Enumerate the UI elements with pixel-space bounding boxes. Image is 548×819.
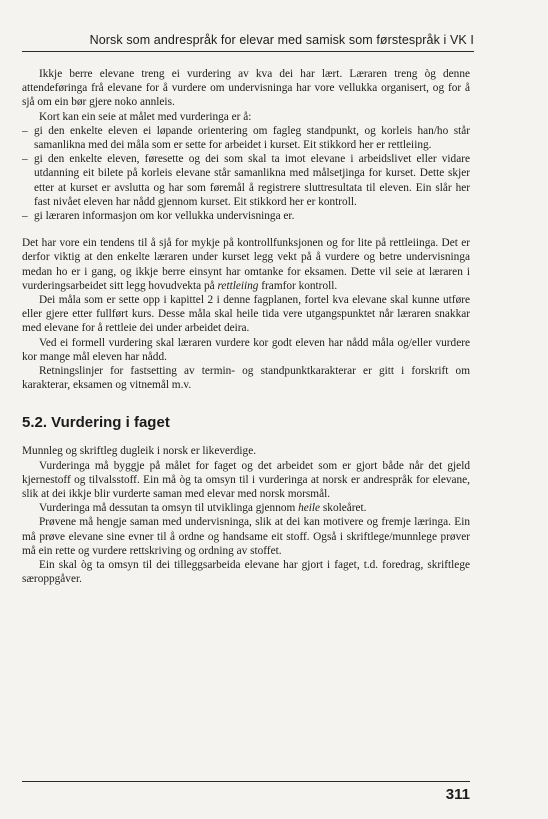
emphasis-rettleiing: rettleiing — [217, 279, 259, 292]
section-paragraph — [22, 501, 470, 515]
goal-list-item: – gi den enkelte eleven, føresette og dei som skal ta imot elevane i arbeidslivet eller vidare utdanning eit bilete på korleis elevane står samanlikna med målsetjinga for kurset. Dette skjer etter at kurset er avslutta og har som føremål å registrere sluttresultata til eleven. Ein slår her fast nivået eleven har nådd gjennom kurset. Eit stikkord her er kontroll. — [22, 152, 470, 209]
guidelines-paragraph: Retningslinjer for fastsetting av termin- og standpunktkarakterar er gitt i forskrift om karakterar, eksamen og vitnemål m.v. — [22, 365, 470, 392]
footer-rule — [22, 781, 470, 782]
section-paragraph: Vurderinga må byggje på målet for faget og det arbeidet som er gjort både når det gjeld kjernestoff og tilvalsstoff. Ein må òg ta omsyn til i vurderinga at norsk er andrespråk for elevane, slik at dei ikkje blir vurderte saman med elevar med norsk morsmål. — [22, 459, 470, 501]
goal-list — [22, 124, 470, 223]
goals-paragraph: Dei måla som er sette opp i kapittel 2 i denne fagplanen, fortel kva elevane skal kunne utføre eller gjere etter fullført kurs. Desse måla skal heile tida vere utgangspunktet når læraren snakkar med elevane for å rettleie dei under arbeidet deira. — [22, 294, 470, 335]
section-paragraph: Munnleg og skriftleg dugleik i norsk er likeverdige. — [22, 445, 257, 458]
section-text-b: skoleåret. — [320, 502, 367, 515]
section-paragraph: Prøvene må hengje saman med undervisninga, slik at dei kan motivere og fremje læringa. Ein må prøve elevane sine evner til å ordne og handsame eit stoff. Også i skriftlege/munnlege prøver må ein rette og vurdere rettskriving og ordning av stoffet. — [22, 516, 470, 557]
page-number: 311 — [445, 786, 470, 803]
section-paragraph: Ein skal òg ta omsyn til dei tilleggsarbeida elevane har gjort i faget, t.d. foredrag, skriftlege særoppgåver. — [22, 559, 470, 586]
goal-list-item: – gi læraren informasjon om kor vellukka undervisninga er. — [22, 209, 470, 223]
tendency-text-a: Det har vore ein tendens til å sjå for mykje på kontrollfunksjonen og for lite på rettleiinga. Det er derfor viktig at den enkelte læraren under kurset legg vekt på å vurdere og betre undervisninga medan ho er i gang, og ikkje berre einsynt har omtanke for eksamen. Dette vil seie at læraren i vurderingsarbeidet sitt legg hovudvekta på — [22, 237, 470, 292]
section-text-a: Vurderinga må dessutan ta omsyn til utviklinga gjennom — [39, 502, 299, 515]
goal-list-item: – gi den enkelte eleven ei løpande orientering om fagleg standpunkt, og korleis han/ho står samanlikna med dei måla som er sette for arbeidet i kurset. Eit stikkord her er rettleiing. — [22, 124, 470, 152]
tendency-text-b: framfor kontroll. — [258, 279, 338, 292]
tendency-paragraph — [22, 236, 470, 293]
formal-assessment-paragraph: Ved ei formell vurdering skal læraren vurdere kor godt eleven har nådd måla og/eller vurdere kor mange mål eleven har nådd. — [22, 336, 470, 363]
intro-paragraph: Ikkje berre elevane treng ei vurdering av kva dei har lært. Læraren treng òg denne attendeføringa frå elevane for å vurdere om undervisninga har vore vellukka organisert, og for å sjå om ein bør gjere noko annleis. — [22, 68, 470, 109]
body-text — [22, 67, 470, 587]
running-head: Norsk som andrespråk for elevar med samisk som førstespråk i VK I — [89, 33, 474, 47]
section-heading: 5.2. Vurdering i faget — [22, 414, 170, 432]
header-rule — [22, 51, 474, 52]
emphasis-heile: heile — [298, 502, 321, 515]
paragraph-gap — [22, 223, 470, 236]
goal-lead-in: Kort kan ein seie at målet med vurderinga er å: — [39, 110, 252, 123]
